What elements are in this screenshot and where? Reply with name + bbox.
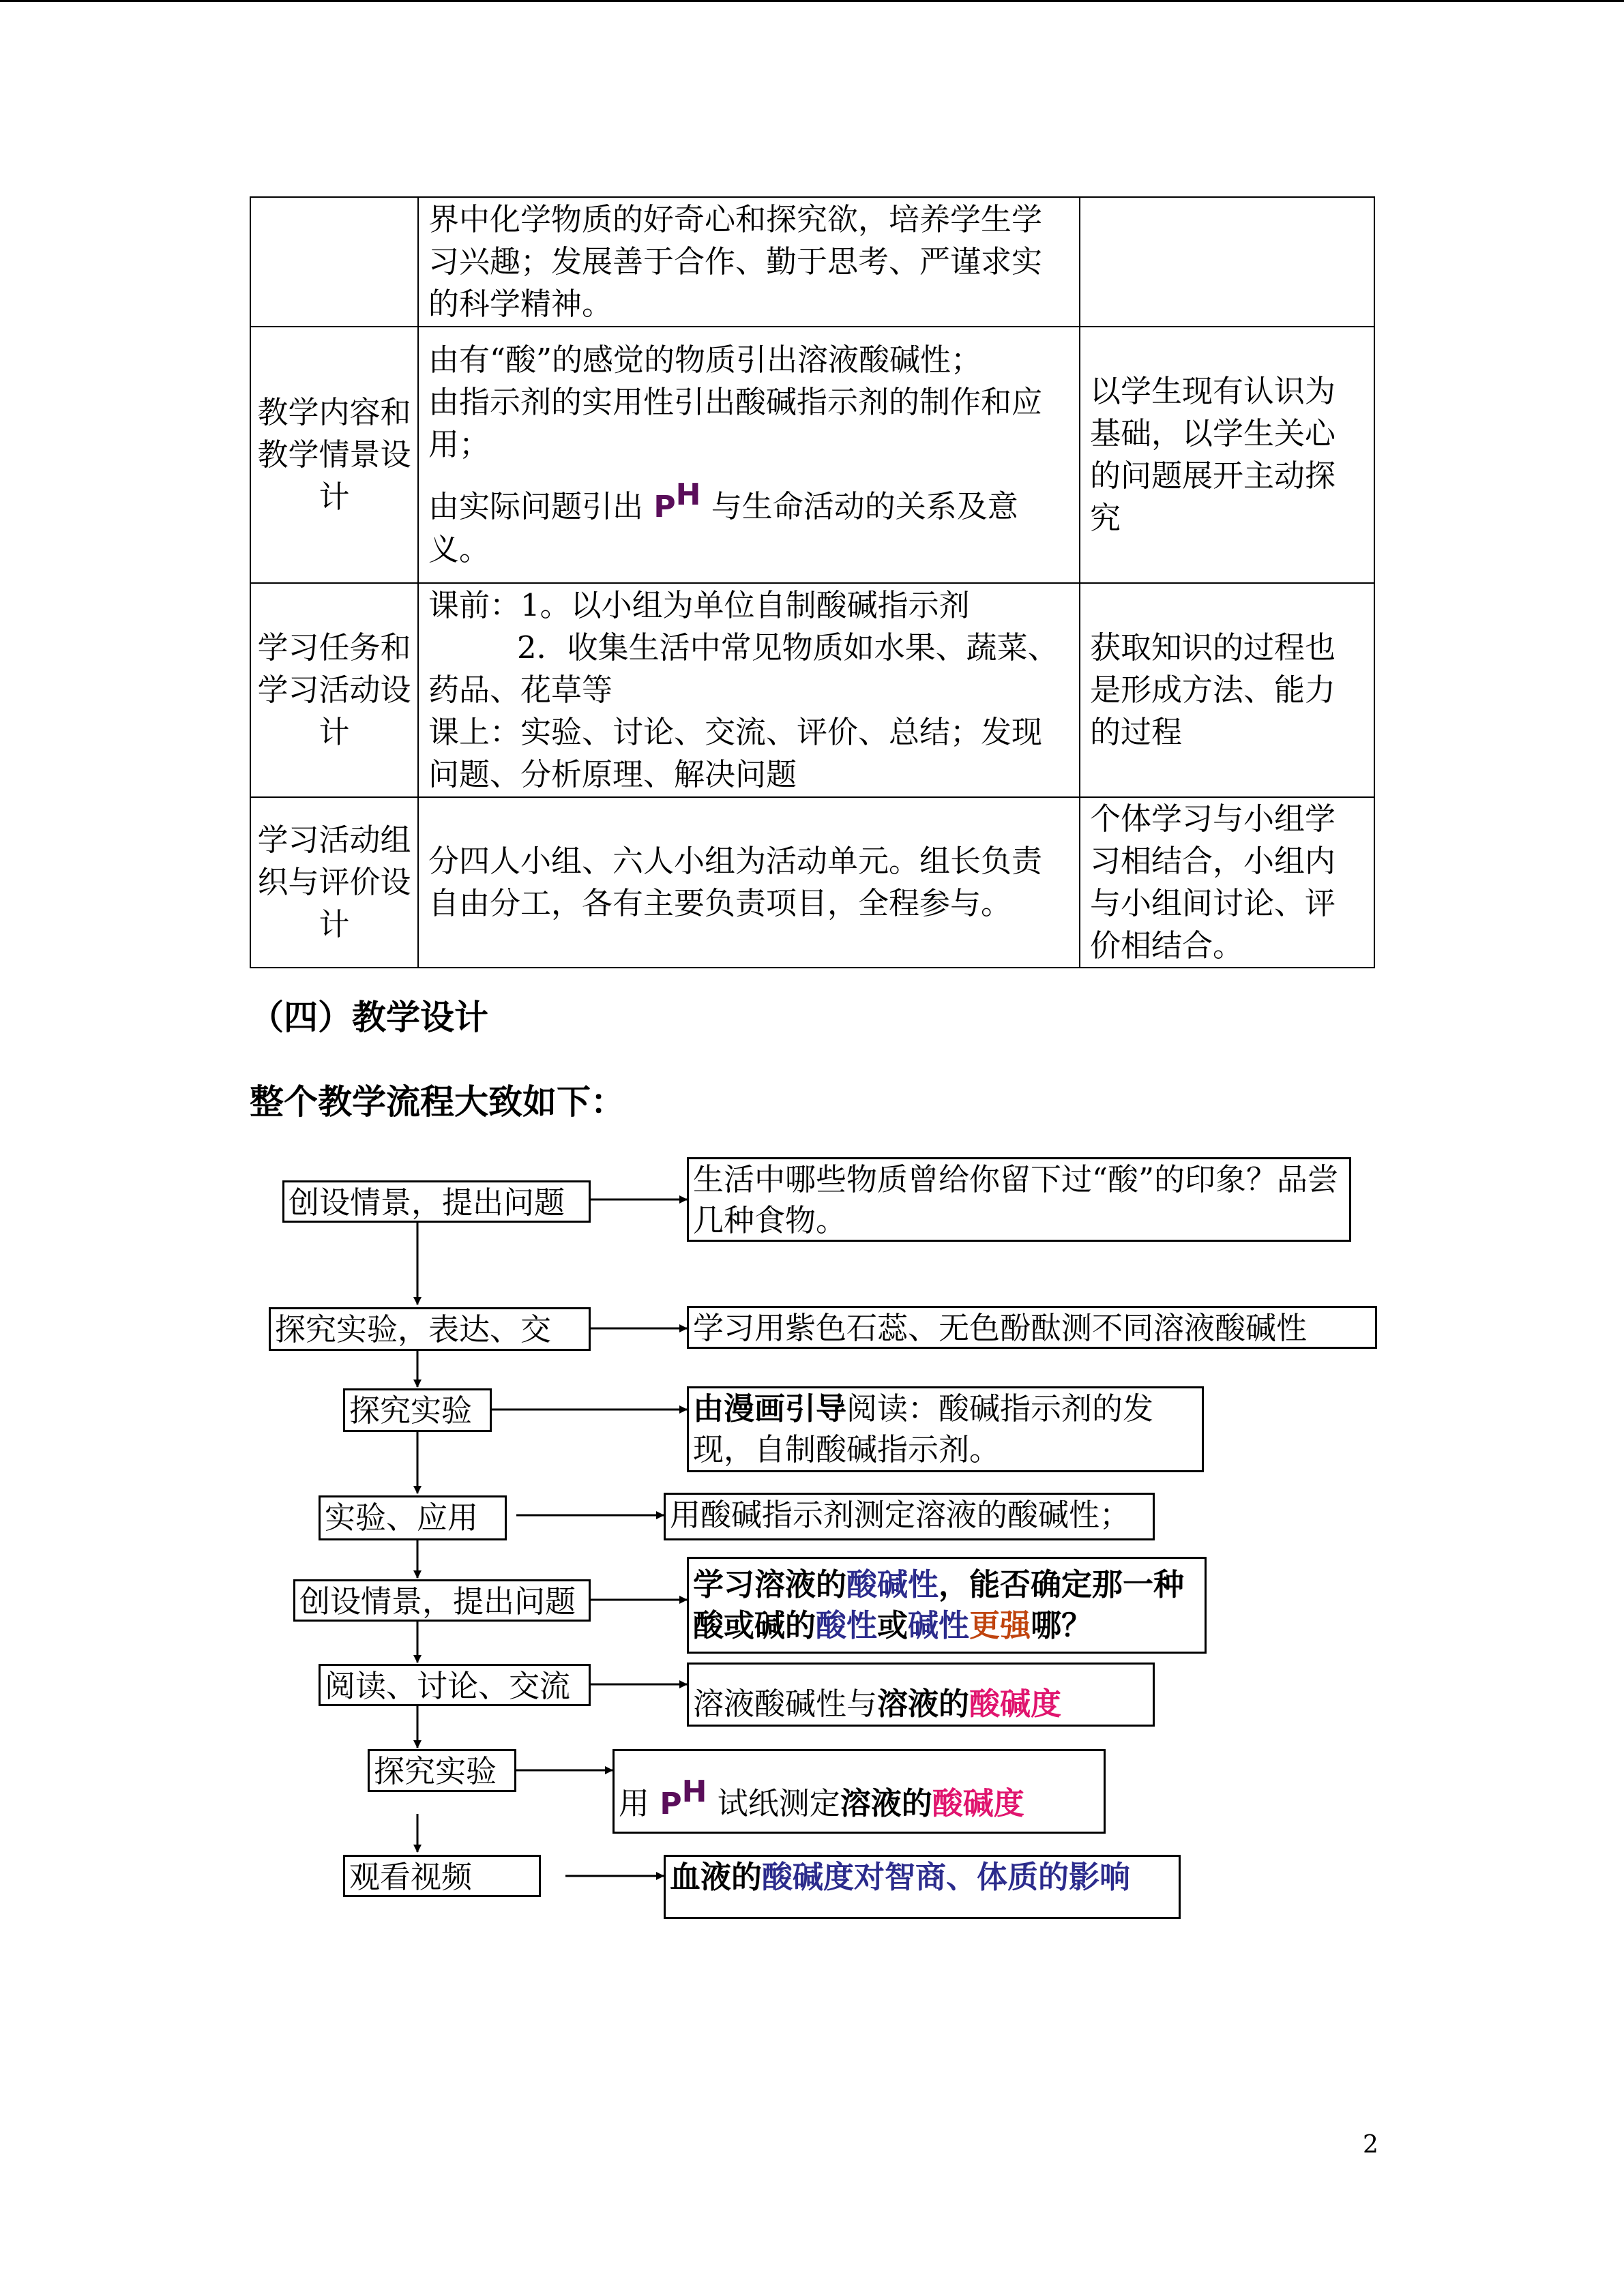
flow-result-7 bbox=[612, 1749, 1106, 1834]
row-note: 获取知识的过程也是形成方法、能力的过程 bbox=[1080, 583, 1374, 797]
page-number: 2 bbox=[1363, 2131, 1378, 2159]
r8-b: 酸碱度对智商、体质的影响 bbox=[762, 1859, 1131, 1895]
r6-ph-degree: 酸碱度 bbox=[969, 1686, 1062, 1722]
ph-h: H bbox=[675, 477, 701, 512]
ph-p: P bbox=[660, 1787, 682, 1821]
flow-step-8: 观看视频 bbox=[343, 1855, 541, 1897]
r5-base: 碱性 bbox=[908, 1607, 970, 1643]
r5-stronger: 更强 bbox=[969, 1607, 1031, 1643]
content-line: 由有“酸”的感觉的物质引出溶液酸碱性； bbox=[428, 342, 982, 378]
r7-ph-degree: 酸碱度 bbox=[932, 1785, 1024, 1821]
row-label: 学习活动组织与评价设计 bbox=[250, 797, 418, 968]
result-3-text: 阅读：酸碱指示剂的发现，自制酸碱指示剂。 bbox=[693, 1390, 1154, 1467]
ph-h: H bbox=[681, 1774, 707, 1809]
flow-step-4: 实验、应用 bbox=[319, 1495, 507, 1540]
flow-step-3: 探究实验 bbox=[343, 1388, 492, 1432]
flow-step-5: 创设情景，提出问题 bbox=[293, 1579, 591, 1622]
row-note: 以学生现有认识为基础，以学生关心的问题展开主动探究 bbox=[1080, 327, 1374, 583]
result-3-bold: 由漫画引导 bbox=[693, 1390, 847, 1427]
r5-acid: 酸性 bbox=[816, 1607, 878, 1643]
r5-a: 学习溶液的 bbox=[693, 1566, 847, 1602]
r7-b: 试纸测定 bbox=[717, 1785, 840, 1821]
flow-result-3 bbox=[687, 1386, 1204, 1472]
r8-a: 血液的 bbox=[670, 1859, 763, 1895]
row-label: 教学内容和教学情景设计 bbox=[250, 327, 418, 583]
r6-a: 溶液酸碱性与 bbox=[693, 1686, 878, 1722]
flow-step-2: 探究实验，表达、交 bbox=[269, 1307, 591, 1351]
r6-b: 溶液的 bbox=[877, 1686, 970, 1722]
section-title: （四）教学设计 bbox=[250, 998, 488, 1037]
row-note: 个体学习与小组学习相结合，小组内与小组间讨论、评价相结合。 bbox=[1080, 797, 1374, 968]
r5-c: ，能否确定那一种酸或碱的 bbox=[693, 1566, 1185, 1643]
flow-result-4: 用酸碱指示剂测定溶液的酸碱性； bbox=[664, 1493, 1155, 1540]
content-line: 课上：实验、讨论、交流、评价、总结；发现问题、分析原理、解决问题 bbox=[428, 714, 1043, 792]
flow-title: 整个教学流程大致如下： bbox=[250, 1082, 625, 1122]
content-line: 课前：1。以小组为单位自制酸碱指示剂 bbox=[428, 587, 970, 623]
ph-line-text-after: 与生命活动的关系及意义。 bbox=[428, 488, 1018, 567]
row-content: 分四人小组、六人小组为活动单元。组长负责自由分工，各有主要负责项目，全程参与。 bbox=[418, 797, 1080, 968]
flow-result-1: 生活中哪些物质曾给你留下过“酸”的印象？品尝几种食物。 bbox=[687, 1157, 1351, 1242]
flow-step-7: 探究实验 bbox=[368, 1749, 516, 1792]
row-label: 学习任务和学习活动设计 bbox=[250, 583, 418, 797]
r5-acidity: 酸碱性 bbox=[846, 1566, 939, 1602]
row-content: 界中化学物质的好奇心和探究欲，培养学生学习兴趣；发展善于合作、勤于思考、严谨求实的科学精神。 bbox=[418, 197, 1080, 327]
r5-or: 或 bbox=[877, 1607, 909, 1643]
flow-result-8 bbox=[664, 1855, 1181, 1919]
ph-p: P bbox=[653, 490, 676, 524]
r5-h: 哪？ bbox=[1031, 1607, 1093, 1643]
flow-result-5 bbox=[687, 1557, 1207, 1654]
r7-a: 用 bbox=[619, 1785, 650, 1821]
flow-step-1: 创设情景，提出问题 bbox=[282, 1180, 591, 1223]
ph-symbol bbox=[649, 1774, 718, 1821]
ph-line-text-before: 由实际问题引出 bbox=[428, 488, 644, 524]
content-line: 2．收集生活中常见物质如水果、蔬菜、药品、花草等 bbox=[428, 629, 1059, 708]
flow-result-2: 学习用紫色石蕊、无色酚酞测不同溶液酸碱性 bbox=[687, 1306, 1377, 1349]
r7-c: 溶液的 bbox=[840, 1785, 932, 1821]
content-line: 由指示剂的实用性引出酸碱指示剂的制作和应用； bbox=[428, 384, 1043, 462]
flow-result-6 bbox=[687, 1663, 1155, 1727]
flow-step-6: 阅读、讨论、交流 bbox=[319, 1664, 591, 1706]
